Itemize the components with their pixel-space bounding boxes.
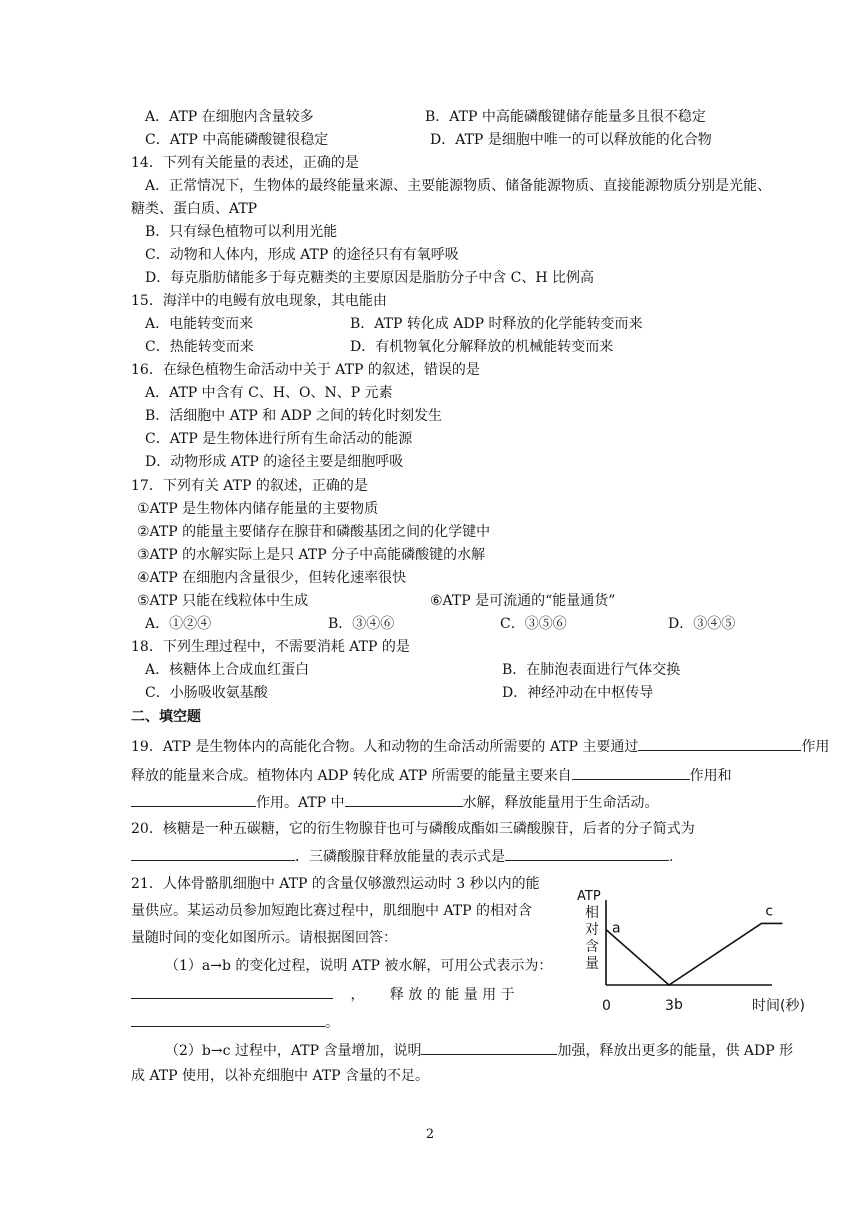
q16-option-c: C．ATP 是生物体进行所有生命活动的能源 — [145, 431, 413, 447]
q19-text-2a: 释放的能量来合成。植物体内 ADP 转化成 ATP 所需要的能量主要来自 — [131, 768, 572, 784]
section-heading: 二、填空题 — [131, 709, 201, 725]
q16-stem: 16．在绿色植物生命活动中关于 ATP 的叙述，错误的是 — [131, 362, 480, 378]
point-label-c: c — [765, 903, 774, 920]
q17-option-a: A．①②④ — [145, 616, 212, 632]
q20-line-2 — [131, 845, 673, 867]
q21-line-6 — [131, 1011, 339, 1033]
q19-line-2 — [131, 764, 732, 786]
x-tick-label: 0 — [602, 998, 611, 1014]
q19-text-2b: 作用和 — [689, 768, 732, 784]
q15-option-c: C．热能转变而来 — [145, 339, 254, 355]
x-axis-label: 时间(秒) — [752, 998, 805, 1014]
q18-option-c: C．小肠吸收氨基酸 — [145, 685, 268, 701]
atp-line — [606, 920, 782, 985]
atp-content-chart — [572, 882, 822, 1032]
q14-option-a-cont: 糖类、蛋白质、ATP — [131, 201, 258, 217]
q13-option-b: B．ATP 中高能磷酸键储存能量多且很不稳定 — [425, 109, 706, 125]
q17-stem: 17．下列有关 ATP 的叙述，正确的是 — [131, 478, 368, 494]
q21-text-7b: 加强，释放出更多的能量，供 ADP 形 — [557, 1043, 794, 1059]
q14-stem: 14．下列有关能量的表述，正确的是 — [131, 155, 359, 171]
q21-part-1: （1）a→b 的变化过程，说明 ATP 被水解，可用公式表示为： — [165, 958, 553, 974]
q21-line-5 — [131, 983, 515, 1005]
q20-text-2a: ．三磷酸腺苷释放能量的表示式是 — [295, 849, 505, 865]
point-label-a: a — [612, 920, 621, 937]
q14-option-a: A．正常情况下，生物体的最终能量来源、主要能源物质、储备能源物质、直接能源物质分别是光能、 — [145, 178, 772, 194]
answer-blank[interactable] — [131, 1011, 325, 1027]
series-line — [606, 903, 782, 1013]
q17-statement-3: ③ATP 的水解实际上是只 ATP 分子中高能磷酸键的水解 — [137, 547, 486, 563]
y-label-char: 相 — [585, 905, 599, 921]
q18-stem: 18．下列生理过程中，不需要消耗 ATP 的是 — [131, 639, 410, 655]
q16-option-b: B．活细胞中 ATP 和 ADP 之间的转化时刻发生 — [145, 408, 442, 424]
answer-blank[interactable] — [638, 735, 801, 751]
q20-line-1: 20．核糖是一种五碳糖，它的衍生物腺苷也可与磷酸成酯如三磷酸腺苷，后者的分子简式为 — [131, 821, 695, 837]
y-axis-label — [577, 889, 601, 972]
q14-option-c: C．动物和人体内，形成 ATP 的途径只有有氧呼吸 — [145, 247, 459, 263]
q21-line-1: 21．人体骨骼肌细胞中 ATP 的含量仅够激烈运动时 3 秒以内的能 — [131, 876, 540, 892]
q21-text-7a: （2）b→c 过程中，ATP 含量增加，说明 — [165, 1043, 422, 1059]
q17-option-c: C．③⑤⑥ — [500, 616, 567, 632]
point-label-b: b — [674, 997, 683, 1013]
q15-stem: 15．海洋中的电鳗有放电现象，其电能由 — [131, 293, 387, 309]
y-label-char: ATP — [577, 889, 601, 904]
q17-statement-4: ④ATP 在细胞内含量很少，但转化速率很快 — [137, 570, 407, 586]
q21-comma: ， — [350, 987, 365, 1003]
q21-part-2 — [165, 1039, 793, 1061]
y-label-char: 对 — [585, 922, 599, 938]
x-tick-label: 3 — [665, 998, 674, 1014]
answer-blank[interactable] — [572, 764, 690, 780]
q17-option-b: B．③④⑥ — [328, 616, 395, 632]
y-label-char: 量 — [585, 956, 599, 972]
q21-line-3: 量随时间的变化如图所示。请根据图回答： — [131, 930, 397, 946]
answer-blank[interactable] — [345, 791, 463, 807]
q18-option-a: A．核糖体上合成血红蛋白 — [145, 662, 310, 678]
q13-option-a: A．ATP 在细胞内含量较多 — [145, 109, 314, 125]
q16-option-d: D．动物形成 ATP 的途径主要是细胞呼吸 — [145, 454, 404, 470]
answer-blank[interactable] — [131, 845, 295, 861]
q21-text-5b: 释 放 的 能 量 用 于 — [389, 987, 515, 1003]
q15-option-a: A．电能转变而来 — [145, 316, 254, 332]
q18-option-b: B．在肺泡表面进行气体交换 — [502, 662, 681, 678]
q19-text-1a: 19．ATP 是生物体内的高能化合物。人和动物的生命活动所需要的 ATP 主要通过 — [131, 739, 639, 755]
q19-text-3a: 作用。ATP 中 — [256, 795, 345, 811]
q14-option-b: B．只有绿色植物可以利用光能 — [145, 224, 338, 240]
q19-line-1 — [131, 735, 829, 757]
q16-option-a: A．ATP 中含有 C、H、O、N、P 元素 — [145, 385, 393, 401]
answer-blank[interactable] — [131, 791, 256, 807]
q17-statement-1: ①ATP 是生物体内储存能量的主要物质 — [137, 501, 379, 517]
answer-blank[interactable] — [505, 845, 669, 861]
q19-text-3b: 水解，释放能量用于生命活动。 — [462, 795, 659, 811]
q13-option-c: C．ATP 中高能磷酸键很稳定 — [145, 132, 329, 148]
q13-option-d: D．ATP 是细胞中唯一的可以释放能的化合物 — [430, 132, 712, 148]
q18-option-d: D．神经冲动在中枢传导 — [502, 685, 654, 701]
q15-option-b: B．ATP 转化成 ADP 时释放的化学能转变而来 — [350, 316, 643, 332]
q21-line-8: 成 ATP 使用，以补充细胞中 ATP 含量的不足。 — [131, 1068, 430, 1084]
q17-statement-5: ⑤ATP 只能在线粒体中生成 — [137, 593, 309, 609]
y-label-char: 含 — [585, 939, 599, 955]
q19-text-1b: 作用 — [801, 739, 830, 755]
q14-option-d: D．每克脂肪储能多于每克糖类的主要原因是脂肪分子中含 C、H 比例高 — [145, 270, 595, 286]
q15-option-d: D．有机物氧化分解释放的机械能转变而来 — [350, 339, 614, 355]
x-tick-labels — [602, 998, 674, 1014]
q20-text-2b: . — [669, 849, 674, 865]
q19-line-3 — [131, 791, 659, 813]
answer-blank[interactable] — [421, 1039, 557, 1055]
q17-statement-6: ⑥ATP 是可流通的“能量通货” — [430, 593, 616, 609]
q17-statement-2: ②ATP 的能量主要储存在腺苷和磷酸基团之间的化学键中 — [137, 524, 491, 540]
answer-blank[interactable] — [131, 983, 333, 999]
q17-option-d: D．③④⑤ — [668, 616, 736, 632]
q21-line-2: 量供应。某运动员参加短跑比赛过程中，肌细胞中 ATP 的相对含 — [131, 903, 533, 919]
q21-text-6: 。 — [325, 1015, 339, 1031]
page-number: 2 — [425, 1127, 435, 1142]
